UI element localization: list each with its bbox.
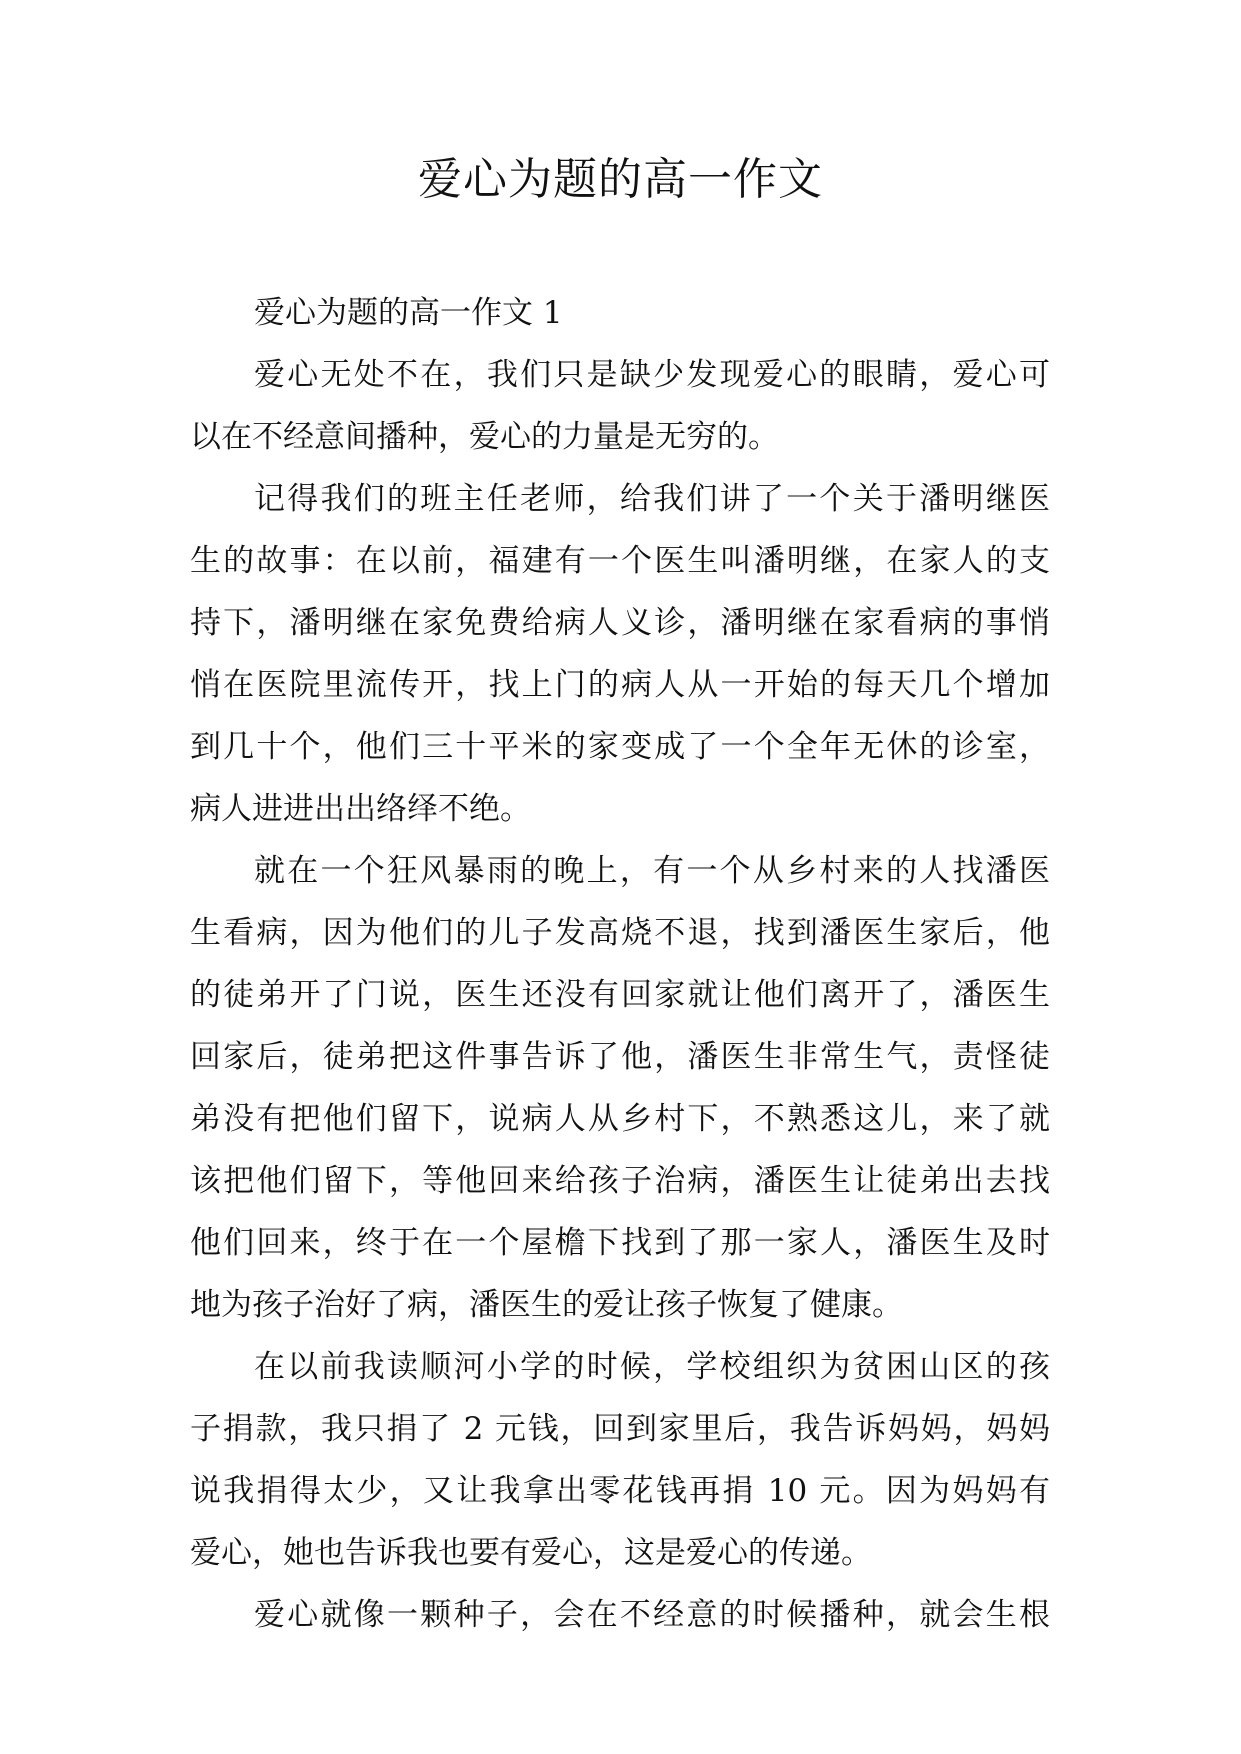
paragraph-line: 该把他们留下，等他回来给孩子治病，潘医生让徒弟出去找 <box>190 1163 1050 1199</box>
paragraph-line: 地为孩子治好了病，潘医生的爱让孩子恢复了健康。 <box>190 1287 903 1323</box>
paragraph-line: 持下，潘明继在家免费给病人义诊，潘明继在家看病的事悄 <box>190 605 1050 641</box>
document-body <box>190 282 1050 1646</box>
section-heading: 爱心为题的高一作文 1 <box>254 295 563 331</box>
paragraph-line: 爱心，她也告诉我也要有爱心，这是爱心的传递。 <box>190 1535 872 1571</box>
paragraph-line: 悄在医院里流传开，找上门的病人从一开始的每天几个增加 <box>190 667 1050 703</box>
paragraph-line: 就在一个狂风暴雨的晚上，有一个从乡村来的人找潘医 <box>254 853 1050 889</box>
paragraph-line: 在以前我读顺河小学的时候，学校组织为贫困山区的孩 <box>254 1349 1050 1385</box>
paragraph-line: 爱心无处不在，我们只是缺少发现爱心的眼睛，爱心可 <box>254 357 1050 393</box>
paragraph-line: 记得我们的班主任老师，给我们讲了一个关于潘明继医 <box>254 481 1050 517</box>
paragraph-line: 回家后，徒弟把这件事告诉了他，潘医生非常生气，责怪徒 <box>190 1039 1050 1075</box>
paragraph-line: 子捐款，我只捐了 2 元钱，回到家里后，我告诉妈妈，妈妈 <box>190 1411 1050 1447</box>
document-title: 爱心为题的高一作文 <box>418 154 823 205</box>
paragraph-line: 弟没有把他们留下，说病人从乡村下，不熟悉这儿，来了就 <box>190 1101 1050 1137</box>
paragraph-line: 说我捐得太少，又让我拿出零花钱再捐 10 元。因为妈妈有 <box>190 1473 1050 1509</box>
paragraph-line: 生看病，因为他们的儿子发高烧不退，找到潘医生家后，他 <box>190 915 1050 951</box>
paragraph-line: 的徒弟开了门说，医生还没有回家就让他们离开了，潘医生 <box>190 977 1050 1013</box>
paragraph-line: 爱心就像一颗种子，会在不经意的时候播种，就会生根 <box>254 1597 1050 1633</box>
paragraph-line: 病人进进出出络绎不绝。 <box>190 791 531 827</box>
paragraph-line: 生的故事：在以前，福建有一个医生叫潘明继，在家人的支 <box>190 543 1050 579</box>
paragraph-line: 以在不经意间播种，爱心的力量是无穷的。 <box>190 419 779 455</box>
paragraph-line: 他们回来，终于在一个屋檐下找到了那一家人，潘医生及时 <box>190 1225 1050 1261</box>
paragraph-line: 到几十个，他们三十平米的家变成了一个全年无休的诊室， <box>190 729 1050 765</box>
